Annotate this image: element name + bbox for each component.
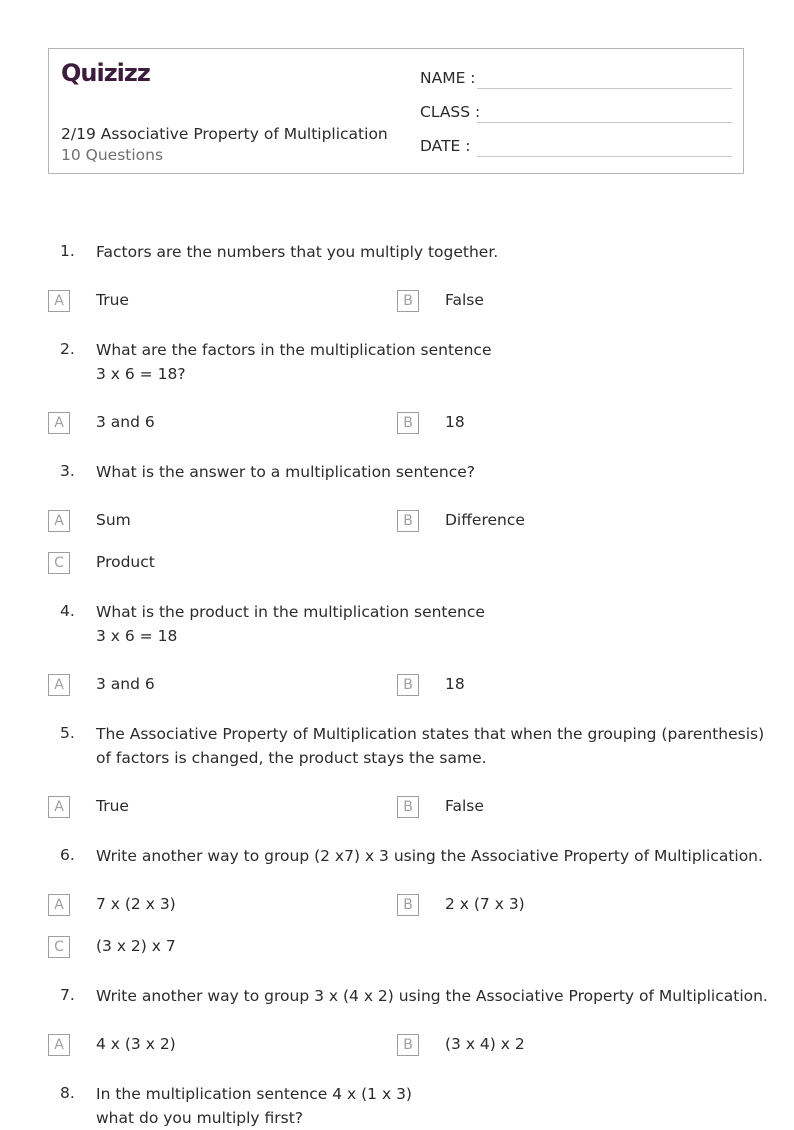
option-letter-box[interactable]: A <box>48 894 70 916</box>
question-line: 3 x 6 = 18 <box>96 627 178 645</box>
worksheet-header <box>48 48 744 174</box>
option-text: 3 and 6 <box>96 413 155 431</box>
question-text <box>96 844 763 868</box>
class-line <box>477 122 732 123</box>
option-letter-box[interactable]: C <box>48 552 70 574</box>
option-letter-box[interactable]: B <box>397 796 419 818</box>
option-letter-box[interactable]: B <box>397 290 419 312</box>
question-line: of factors is changed, the product stays the same. <box>96 749 487 767</box>
option-text: Product <box>96 553 155 571</box>
question-text <box>96 460 746 484</box>
option-letter-box[interactable]: A <box>48 412 70 434</box>
option-letter-box[interactable]: A <box>48 510 70 532</box>
question-number: 5. <box>60 724 75 742</box>
option-text: 18 <box>445 413 465 431</box>
option-text: True <box>96 797 129 815</box>
option-text: 2 x (7 x 3) <box>445 895 525 913</box>
question-line: what do you multiply first? <box>96 1109 304 1127</box>
option-text: Difference <box>445 511 525 529</box>
option-letter-box[interactable]: A <box>48 1034 70 1056</box>
worksheet-title: 2/19 Associative Property of Multiplication <box>61 125 388 143</box>
question-number: 1. <box>60 242 75 260</box>
option-text: 3 and 6 <box>96 675 155 693</box>
option-letter-box[interactable]: B <box>397 894 419 916</box>
question-number: 6. <box>60 846 75 864</box>
question-count: 10 Questions <box>61 146 164 164</box>
question-line: In the multiplication sentence 4 x (1 x 3) <box>96 1085 412 1103</box>
option-letter-box[interactable]: B <box>397 510 419 532</box>
question-text <box>96 600 746 648</box>
option-text: True <box>96 291 129 309</box>
question-number: 3. <box>60 462 75 480</box>
option-letter-box[interactable]: C <box>48 936 70 958</box>
option-letter-box[interactable]: A <box>48 674 70 696</box>
option-letter-box[interactable]: A <box>48 796 70 818</box>
question-line: What is the answer to a multiplication sentence? <box>96 463 476 481</box>
name-line <box>477 88 732 89</box>
quizizz-logo <box>61 59 153 87</box>
question-line: What are the factors in the multiplication sentence <box>96 341 492 359</box>
option-text: (3 x 4) x 2 <box>445 1035 525 1053</box>
date-label: DATE : <box>420 137 471 155</box>
question-number: 7. <box>60 986 75 1004</box>
question-line: What is the product in the multiplication sentence <box>96 603 485 621</box>
question-number: 2. <box>60 340 75 358</box>
question-line: 3 x 6 = 18? <box>96 365 186 383</box>
svg-text:Quizizz: Quizizz <box>61 59 150 87</box>
question-line: Write another way to group (2 x7) x 3 using the Associative Property of Multiplication. <box>96 847 763 865</box>
option-letter-box[interactable]: B <box>397 674 419 696</box>
option-text: False <box>445 291 484 309</box>
question-line: Write another way to group 3 x (4 x 2) using the Associative Property of Multiplication. <box>96 987 768 1005</box>
question-number: 4. <box>60 602 75 620</box>
option-text: 18 <box>445 675 465 693</box>
option-letter-box[interactable]: A <box>48 290 70 312</box>
option-text: False <box>445 797 484 815</box>
option-letter-box[interactable]: B <box>397 1034 419 1056</box>
class-label: CLASS : <box>420 103 481 121</box>
question-text <box>96 338 746 386</box>
option-text: (3 x 2) x 7 <box>96 937 176 955</box>
option-text: 7 x (2 x 3) <box>96 895 176 913</box>
question-number: 8. <box>60 1084 75 1102</box>
question-line: Factors are the numbers that you multiply together. <box>96 243 499 261</box>
question-line: The Associative Property of Multiplication states that when the grouping (parenthesis) <box>96 725 765 743</box>
option-letter-box[interactable]: B <box>397 412 419 434</box>
question-text <box>96 240 746 264</box>
option-text: Sum <box>96 511 131 529</box>
question-text <box>96 984 768 1008</box>
question-text <box>96 722 765 770</box>
name-label: NAME : <box>420 69 476 87</box>
option-text: 4 x (3 x 2) <box>96 1035 176 1053</box>
date-line <box>477 156 732 157</box>
